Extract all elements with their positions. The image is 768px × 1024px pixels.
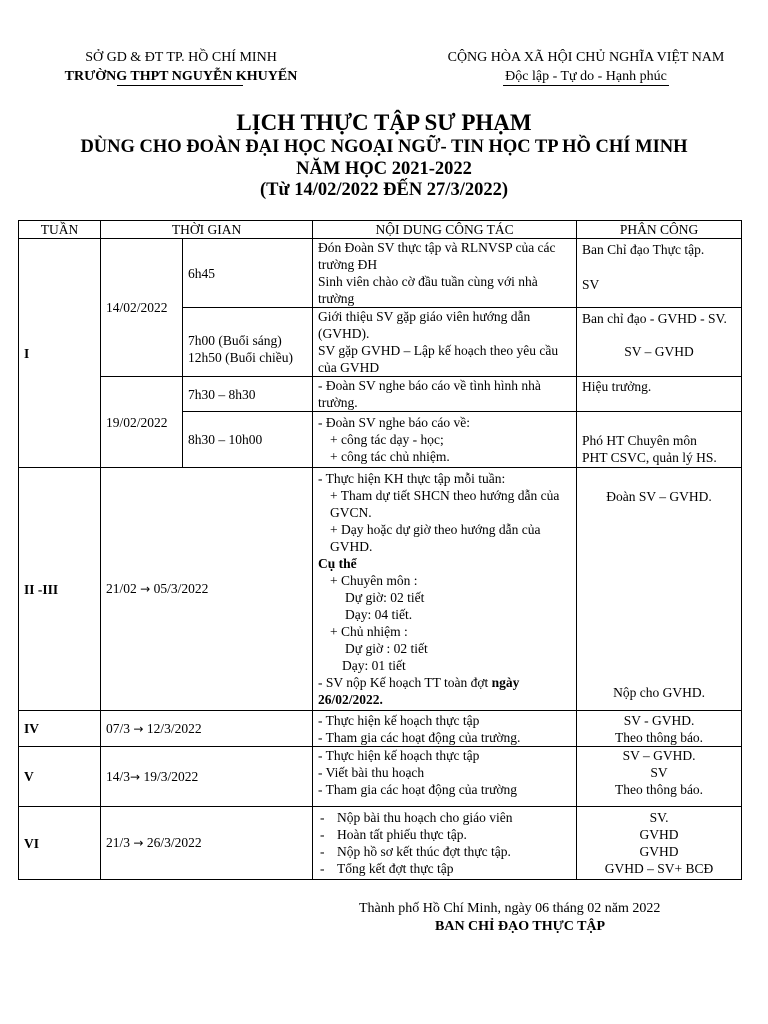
content-line: Sinh viên chào cờ đầu tuần cùng với nhà trường: [318, 274, 538, 306]
doc-subtitle: DÙNG CHO ĐOÀN ĐẠI HỌC NGOẠI NGỮ- TIN HỌC TP HỒ CHÍ MINH: [80, 137, 688, 157]
content-line: + công tác chủ nhiệm.: [330, 449, 450, 464]
content-line: - Thực hiện kế hoạch thực tập: [318, 712, 480, 728]
date-from: 14/3: [106, 768, 131, 784]
arrow-right-icon: →: [133, 836, 144, 850]
date-from: 21/3: [106, 835, 131, 850]
date-from: 21/02: [106, 581, 137, 596]
assign-cell: [577, 747, 742, 807]
date-to: 26/3/2022: [146, 835, 202, 850]
schedule-table: [18, 220, 742, 880]
assign-cell: [577, 711, 742, 747]
republic-name: CỘNG HÒA XÃ HỘI CHỦ NGHĨA VIỆT NAM: [447, 50, 725, 65]
school-year: NĂM HỌC 2021-2022: [296, 159, 472, 179]
assign-line: GVHD: [639, 844, 679, 859]
content-line: - Đoàn SV nghe báo cáo về:: [318, 415, 470, 430]
content-line: - Tham gia các hoạt động của trường: [318, 782, 518, 797]
content-line: Dạy: 01 tiết: [342, 658, 406, 673]
week-label: I: [19, 239, 101, 468]
time-line: 7h00 (Buổi sáng): [188, 333, 282, 348]
table-row: [19, 807, 742, 880]
assign-line: GVHD: [639, 827, 679, 842]
content-text: - SV nộp Kế hoạch TT toàn đợt: [318, 675, 492, 690]
time-cell: 6h45: [183, 239, 313, 308]
assign-line: Theo thông báo.: [614, 782, 704, 797]
arrow-right-icon: →: [133, 721, 144, 736]
content-line: - Nộp bài thu hoạch cho giáo viên: [318, 809, 571, 826]
week-label: IV: [19, 711, 101, 747]
content-line: + Chuyên môn :: [330, 573, 418, 588]
arrow-right-icon: →: [140, 582, 151, 596]
assign-line: SV – GVHD: [624, 344, 694, 359]
table-row: [19, 747, 742, 807]
date-cell: 14/02/2022: [101, 239, 183, 377]
content-line: - Tham gia các hoạt động của trường.: [318, 729, 521, 745]
date-range-cell: [101, 747, 313, 807]
content-line: - Nộp hồ sơ kết thúc đợt thực tập.: [318, 843, 571, 860]
content-cell: [313, 807, 577, 880]
assign-line: SV - GVHD.: [623, 712, 695, 728]
date-to: 05/3/2022: [153, 581, 209, 596]
assign-cell: [577, 239, 742, 308]
assign-cell: [577, 807, 742, 880]
content-cell: [313, 239, 577, 308]
school-underline: [117, 85, 243, 86]
assign-line: Nộp cho GVHD.: [613, 685, 705, 700]
content-line: Dự giờ: 02 tiết: [345, 590, 425, 605]
assign-line: Ban chỉ đạo - GVHD - SV.: [582, 311, 727, 326]
content-line: + Chủ nhiệm :: [330, 624, 408, 639]
content-line: - Thực hiện KH thực tập mỗi tuần:: [318, 471, 506, 486]
assign-line: PHT CSVC, quản lý HS.: [582, 450, 717, 465]
table-header-row: [19, 221, 742, 239]
date-to: 19/3/2022: [143, 768, 199, 784]
assign-line: Ban Chỉ đạo Thực tập.: [582, 242, 705, 257]
content-line: Dạy: 04 tiết.: [345, 607, 413, 622]
assign-line: SV.: [649, 810, 669, 825]
date-range-cell: [101, 711, 313, 747]
header-time: THỜI GIAN: [101, 221, 313, 239]
date-range-cell: [101, 468, 313, 711]
content-line: Cụ thể: [318, 556, 357, 571]
date-to: 12/3/2022: [146, 720, 202, 736]
assign-cell: [577, 308, 742, 377]
content-cell: [313, 468, 577, 711]
header-week: TUẦN: [19, 221, 101, 239]
deadline-date: ngày 26/02/2022.: [318, 675, 520, 707]
motto-underline: [503, 85, 669, 86]
content-cell: [313, 308, 577, 377]
time-cell: 8h30 – 10h00: [183, 412, 313, 468]
content-line: + công tác dạy - học;: [330, 432, 444, 447]
date-from: 07/3: [106, 720, 131, 736]
arrow-right-icon: →: [130, 769, 141, 784]
assign-line: SV: [650, 765, 668, 780]
content-line: [318, 674, 571, 708]
content-line: - Thực hiện kế hoạch thực tập: [318, 748, 480, 763]
assign-cell: [577, 412, 742, 468]
date-range-cell: [101, 807, 313, 880]
content-line: + Tham dự tiết SHCN theo hướng dẫn của GVCN.: [330, 488, 560, 520]
assign-cell: [577, 468, 742, 711]
content-line: Đón Đoàn SV thực tập và RLNVSP của các trường ĐH: [318, 240, 556, 272]
header-content: NỘI DUNG CÔNG TÁC: [313, 221, 577, 239]
week-label: II -III: [19, 468, 101, 711]
assign-line: Theo thông báo.: [614, 729, 704, 745]
school-name: TRƯỜNG THPT NGUYỄN KHUYẾN: [64, 69, 298, 84]
table-row: [19, 239, 742, 308]
assign-line: GVHD – SV+ BCĐ: [604, 861, 714, 876]
content-cell: [313, 747, 577, 807]
header-assignment: PHÂN CÔNG: [577, 221, 742, 239]
table-row: [19, 468, 742, 711]
signer-title: BAN CHỈ ĐẠO THỰC TẬP: [435, 919, 606, 934]
time-cell: [183, 308, 313, 377]
time-cell: 7h30 – 8h30: [183, 377, 313, 412]
assign-line: SV: [582, 277, 600, 292]
assign-line: Đoàn SV – GVHD.: [606, 489, 712, 504]
doc-title: LỊCH THỰC TẬP SƯ PHẠM: [236, 110, 532, 135]
content-line: - Viết bài thu hoạch: [318, 765, 425, 780]
content-line: - Tổng kết đợt thực tập: [318, 860, 571, 877]
content-line: Giới thiệu SV gặp giáo viên hướng dẫn (GVHD).: [318, 309, 531, 341]
date-cell: 19/02/2022: [101, 377, 183, 468]
table-row: [19, 377, 742, 412]
table-row: [19, 711, 742, 747]
week-label: VI: [19, 807, 101, 880]
department-name: SỞ GD & ĐT TP. HỒ CHÍ MINH: [85, 50, 277, 65]
assign-line: SV – GVHD.: [622, 748, 696, 763]
national-motto: Độc lập - Tự do - Hạnh phúc: [505, 69, 667, 84]
content-line: + Dạy hoặc dự giờ theo hướng dẫn của GVHD.: [330, 522, 541, 554]
week-label: V: [19, 747, 101, 807]
content-line: SV gặp GVHD – Lập kế hoạch theo yêu cầu của GVHD: [318, 343, 559, 375]
time-line: 12h50 (Buổi chiều): [188, 350, 293, 365]
content-cell: [313, 412, 577, 468]
content-cell: - Đoàn SV nghe báo cáo về tình hình nhà trường.: [313, 377, 577, 412]
assign-line: Phó HT Chuyên môn: [582, 433, 697, 448]
content-line: Dự giờ : 02 tiết: [345, 641, 428, 656]
content-cell: [313, 711, 577, 747]
content-line: - Hoàn tất phiếu thực tập.: [318, 826, 571, 843]
date-range: (Từ 14/02/2022 ĐẾN 27/3/2022): [259, 180, 508, 200]
place-date: Thành phố Hồ Chí Minh, ngày 06 tháng 02 năm 2022: [359, 901, 661, 916]
assign-cell: Hiệu trưởng.: [577, 377, 742, 412]
